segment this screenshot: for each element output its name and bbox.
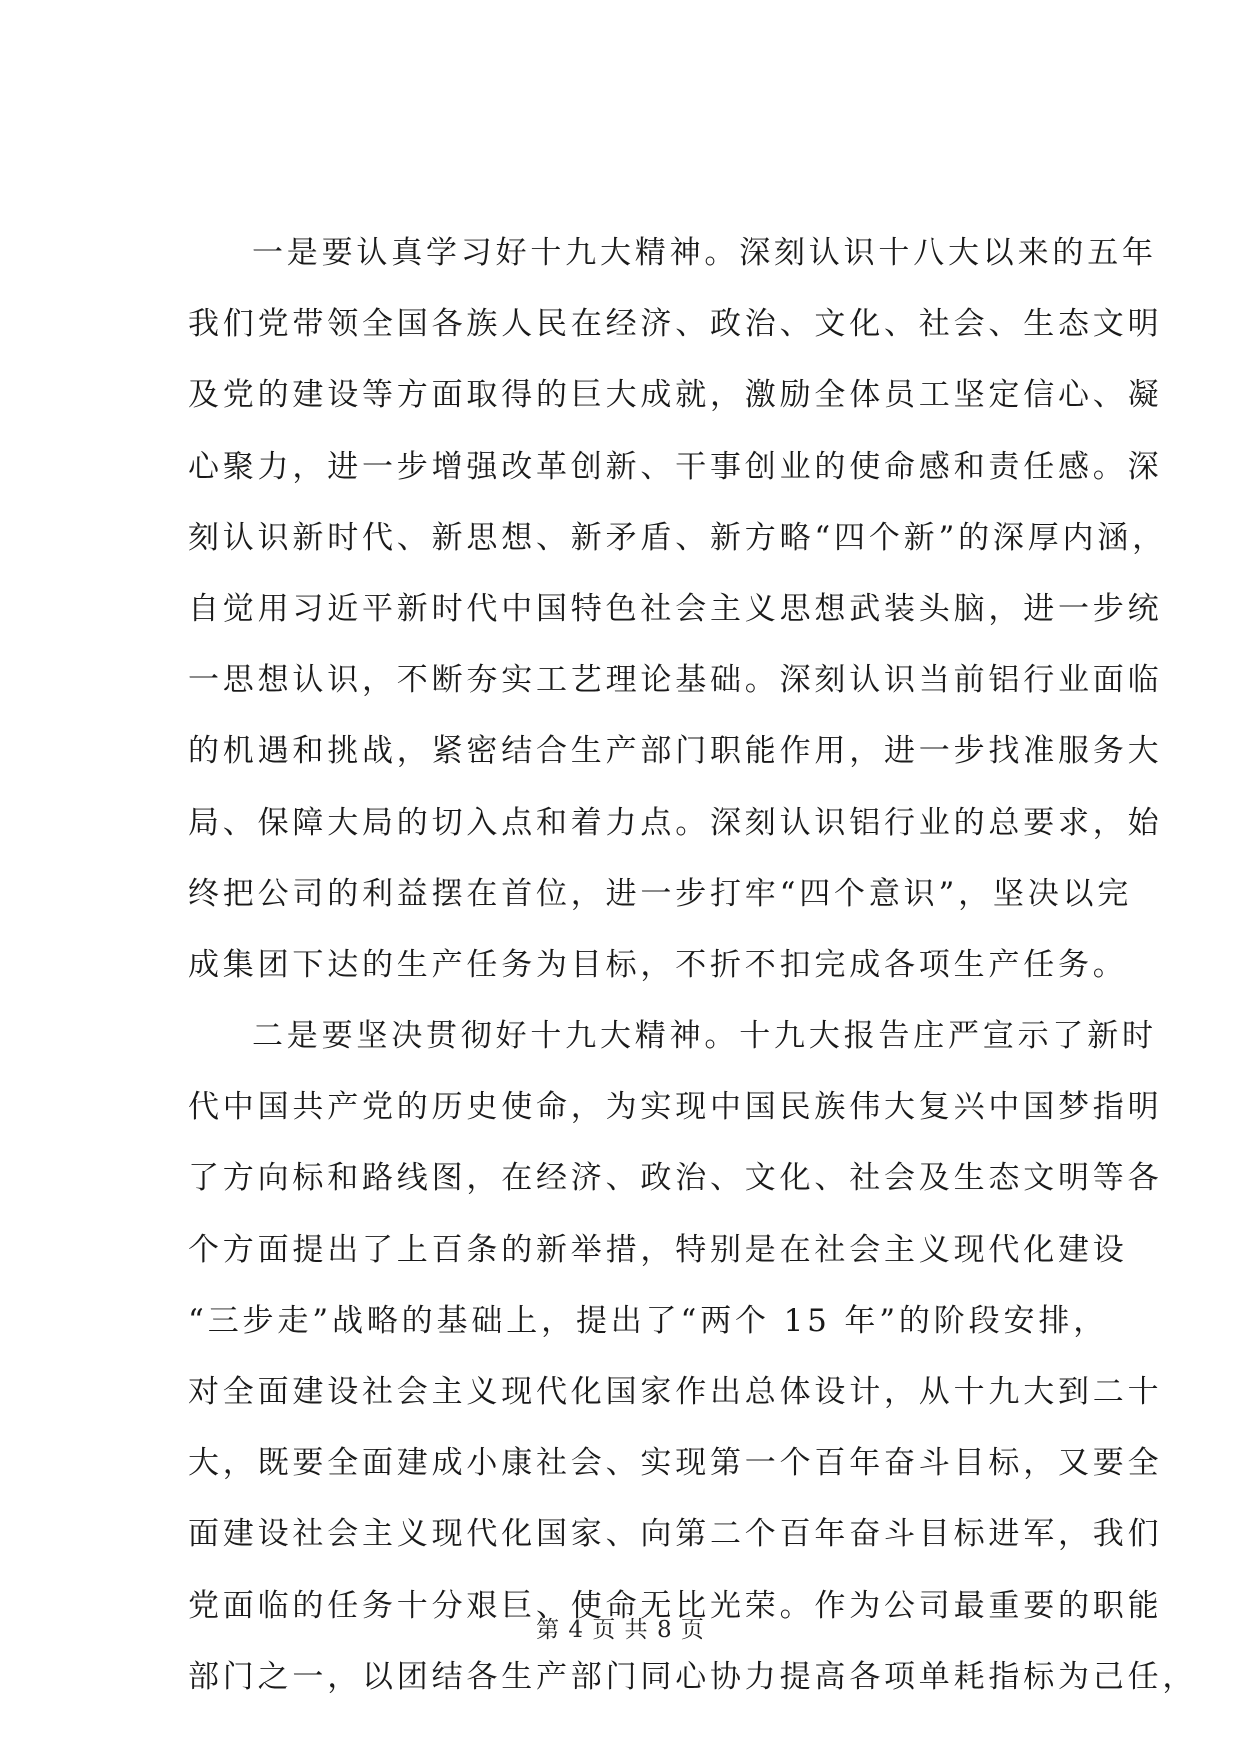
text-line: 代中国共产党的历史使命，为实现中国民族伟大复兴中国梦指明 [188, 1089, 1163, 1126]
text-line: 刻认识新时代、新思想、新矛盾、新方略“四个新”的深厚内涵， [188, 519, 1167, 556]
paragraph-2 [188, 1001, 1198, 1713]
text-line: 心聚力，进一步增强改革创新、干事创业的使命感和责任感。深 [188, 448, 1163, 485]
page-number-footer: 第 4 页 共 8 页 [536, 1617, 705, 1643]
text-line: 一是要认真学习好十九大精神。深刻认识十八大以来的五年 [252, 235, 1157, 271]
text-line: 二是要坚决贯彻好十九大精神。十九大报告庄严宣示了新时 [252, 1018, 1157, 1055]
text-line: 终把公司的利益摆在首位，进一步打牢“四个意识”，坚决以完 [188, 875, 1133, 912]
text-line: 部门之一，以团结各生产部门同心协力提高各项单耗指标为己任， [188, 1658, 1198, 1695]
text-line: 面建设社会主义现代化国家、向第二个百年奋斗目标进军，我们 [188, 1516, 1163, 1553]
text-line: 了方向标和路线图，在经济、政治、文化、社会及生态文明等各 [188, 1160, 1163, 1197]
text-line: 对全面建设社会主义现代化国家作出总体设计，从十九大到二十 [188, 1374, 1163, 1410]
paragraph-1 [188, 218, 1167, 1001]
text-line: 及党的建设等方面取得的巨大成就，激励全体员工坚定信心、凝 [188, 377, 1163, 414]
text-line: “三步走”战略的基础上，提出了“两个 15 年”的阶段安排， [188, 1302, 1108, 1339]
text-line: 个方面提出了上百条的新举措，特别是在社会主义现代化建设 [188, 1231, 1128, 1268]
text-line: 大，既要全面建成小康社会、实现第一个百年奋斗目标，又要全 [188, 1445, 1163, 1482]
text-line: 党面临的任务十分艰巨、使命无比光荣。作为公司最重要的职能 [188, 1587, 1163, 1624]
text-line: 我们党带领全国各族人民在经济、政治、文化、社会、生态文明 [188, 306, 1163, 343]
text-line: 局、保障大局的切入点和着力点。深刻认识铝行业的总要求，始 [188, 804, 1163, 841]
text-line: 一思想认识，不断夯实工艺理论基础。深刻认识当前铝行业面临 [188, 662, 1163, 699]
document-body [188, 218, 1198, 1713]
text-line: 的机遇和挑战，紧密结合生产部门职能作用，进一步找准服务大 [188, 733, 1163, 770]
text-line: 成集团下达的生产任务为目标，不折不扣完成各项生产任务。 [188, 946, 1128, 983]
text-line: 自觉用习近平新时代中国特色社会主义思想武装头脑，进一步统 [188, 590, 1163, 627]
